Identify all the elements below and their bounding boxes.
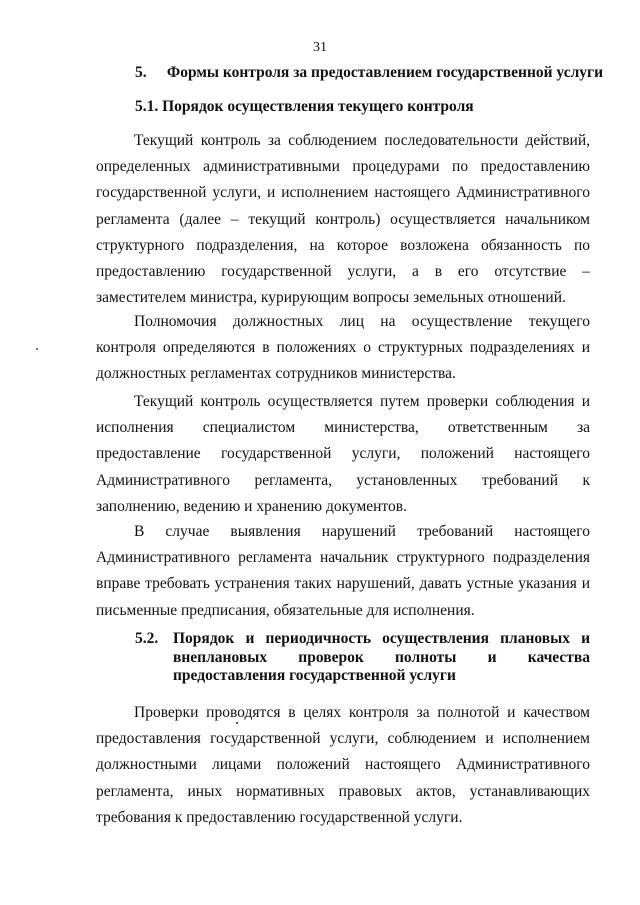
paragraph: Проверки проводятся в целях контроля за полнотой и качеством предоставления государственной услуги, соблюдением и исполнением должностными лицами положений настоящего Административного регламента, иных нормативных правовых актов, устанавливающих требования к предоставлению государственной услуги. bbox=[96, 704, 590, 826]
subsection-title: Порядок и периодичность осуществления плановых и внеплановых проверок полноты и качества предоставления государственной услуги bbox=[173, 630, 590, 684]
paragraph: В случае выявления нарушений требований настоящего Административного регламента начальник структурного подразделения вправе требовать устранения таких нарушений, давать устные указания и письменные предписания, обязательные для исполнения. bbox=[96, 523, 590, 619]
scan-artifact bbox=[36, 348, 38, 350]
page-number: 31 bbox=[313, 40, 327, 55]
scan-artifact bbox=[236, 722, 238, 724]
paragraph: Полномочия должностных лиц на осуществление текущего контроля определяются в положениях о структурных подразделениях и должностных регламентах сотрудников министерства. bbox=[96, 313, 590, 383]
paragraph: Текущий контроль осуществляется путем проверки соблюдения и исполнения специалистом министерства, ответственным за предоставление государственной услуги, положений настоящего Административного регламента, установленных требований к заполнению, ведению и хранению документов. bbox=[96, 393, 590, 515]
section-title: Формы контроля за предоставлением государственной услуги bbox=[166, 64, 604, 81]
section-heading-5 bbox=[135, 64, 603, 82]
subsection-heading-5-2 bbox=[135, 630, 590, 686]
subsection-heading-5-1: 5.1. Порядок осуществления текущего контроля bbox=[135, 98, 474, 115]
subsection-number: 5.2. bbox=[135, 630, 159, 647]
paragraph: Текущий контроль за соблюдением последовательности действий, определенных административными процедурами по предоставлению государственной услуги, и исполнением настоящего Административного регламента (далее – текущий контроль) осуществляется начальником структурного подразделения, на которое возложена обязанность по предоставлению государственной услуги, а в его отсутствие – заместителем министра, курирующим вопросы земельных отношений. bbox=[96, 132, 590, 307]
section-number: 5. bbox=[135, 64, 147, 81]
